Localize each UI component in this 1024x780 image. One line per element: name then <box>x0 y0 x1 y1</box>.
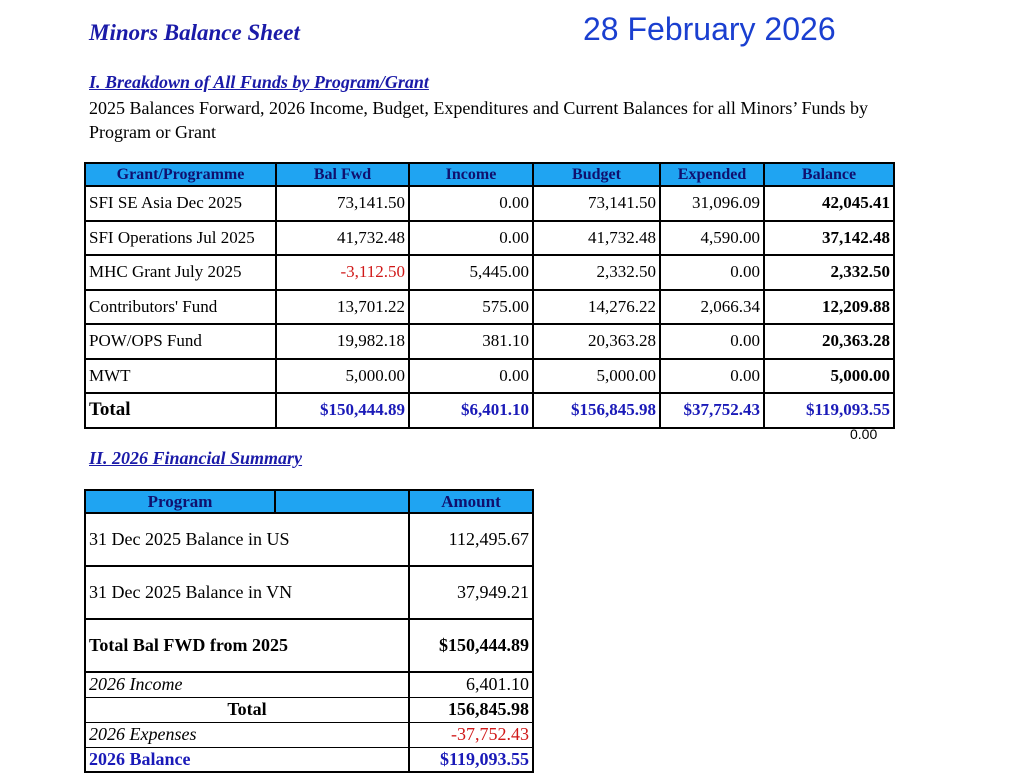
cell-income: 0.00 <box>409 186 533 221</box>
total-bal-fwd: $150,444.89 <box>276 393 409 428</box>
row-amount: 112,495.67 <box>409 513 533 566</box>
cell-expended: 0.00 <box>660 255 764 290</box>
section-2-heading: II. 2026 Financial Summary <box>89 448 303 468</box>
col-header-balance: Balance <box>764 163 894 186</box>
table-row <box>85 747 533 772</box>
row-label: 31 Dec 2025 Balance in VN <box>85 566 409 619</box>
row-amount: 156,845.98 <box>409 697 533 722</box>
cell-expended: 0.00 <box>660 324 764 359</box>
table-row <box>85 722 533 747</box>
cell-balance: 5,000.00 <box>764 359 894 394</box>
row-amount: -37,752.43 <box>409 722 533 747</box>
summary-table-header <box>85 490 533 513</box>
summary-table <box>84 489 534 773</box>
funds-table-header <box>85 163 894 186</box>
table-row <box>85 566 533 619</box>
row-label: Total Bal FWD from 2025 <box>85 619 409 672</box>
row-amount: $150,444.89 <box>409 619 533 672</box>
cell-balance: 2,332.50 <box>764 255 894 290</box>
report-date: 28 February 2026 <box>583 11 836 47</box>
row-label: 31 Dec 2025 Balance in US <box>85 513 409 566</box>
cell-income: 381.10 <box>409 324 533 359</box>
cell-budget: 73,141.50 <box>533 186 660 221</box>
cell-balance: 42,045.41 <box>764 186 894 221</box>
cell-program: SFI Operations Jul 2025 <box>85 221 276 256</box>
table-row <box>85 619 533 672</box>
cell-balance: 37,142.48 <box>764 221 894 256</box>
cell-income: 0.00 <box>409 221 533 256</box>
col-header-expended: Expended <box>660 163 764 186</box>
table-row <box>85 255 894 290</box>
cell-program: MWT <box>85 359 276 394</box>
col-header-program: Grant/Programme <box>85 163 276 186</box>
cell-budget: 41,732.48 <box>533 221 660 256</box>
cell-program: MHC Grant July 2025 <box>85 255 276 290</box>
total-income: $6,401.10 <box>409 393 533 428</box>
cell-budget: 2,332.50 <box>533 255 660 290</box>
cell-program: POW/OPS Fund <box>85 324 276 359</box>
check-value: 0.00 <box>850 426 878 442</box>
cell-income: 0.00 <box>409 359 533 394</box>
total-balance: $119,093.55 <box>764 393 894 428</box>
total-budget: $156,845.98 <box>533 393 660 428</box>
row-label: Total <box>85 697 409 722</box>
cell-program: Contributors' Fund <box>85 290 276 325</box>
cell-expended: 4,590.00 <box>660 221 764 256</box>
cell-bal-fwd: 41,732.48 <box>276 221 409 256</box>
cell-budget: 20,363.28 <box>533 324 660 359</box>
col-header-income: Income <box>409 163 533 186</box>
total-expended: $37,752.43 <box>660 393 764 428</box>
cell-bal-fwd: 19,982.18 <box>276 324 409 359</box>
row-amount: 37,949.21 <box>409 566 533 619</box>
col-header-bal-fwd: Bal Fwd <box>276 163 409 186</box>
table-row <box>85 290 894 325</box>
section-1-description: 2025 Balances Forward, 2026 Income, Budget, Expenditures and Current Balances for all Minors’ Funds by Program or Grant <box>89 98 869 142</box>
row-amount: $119,093.55 <box>409 747 533 772</box>
table-row <box>85 359 894 394</box>
cell-expended: 2,066.34 <box>660 290 764 325</box>
table-row <box>85 513 533 566</box>
table-row <box>85 672 533 697</box>
cell-income: 575.00 <box>409 290 533 325</box>
cell-expended: 0.00 <box>660 359 764 394</box>
cell-budget: 14,276.22 <box>533 290 660 325</box>
table-row <box>85 697 533 722</box>
table-row <box>85 186 894 221</box>
row-label: 2026 Balance <box>85 747 409 772</box>
col-header-budget: Budget <box>533 163 660 186</box>
cell-balance: 12,209.88 <box>764 290 894 325</box>
cell-program: SFI SE Asia Dec 2025 <box>85 186 276 221</box>
cell-bal-fwd: 5,000.00 <box>276 359 409 394</box>
table-row <box>85 221 894 256</box>
col-header-amount: Amount <box>409 490 533 513</box>
cell-bal-fwd: -3,112.50 <box>276 255 409 290</box>
total-label: Total <box>85 393 276 428</box>
col-header-blank <box>275 490 409 513</box>
cell-income: 5,445.00 <box>409 255 533 290</box>
cell-bal-fwd: 73,141.50 <box>276 186 409 221</box>
cell-bal-fwd: 13,701.22 <box>276 290 409 325</box>
page-title: Minors Balance Sheet <box>89 20 300 45</box>
total-row <box>85 393 894 428</box>
row-amount: 6,401.10 <box>409 672 533 697</box>
cell-budget: 5,000.00 <box>533 359 660 394</box>
col-header-program: Program <box>85 490 275 513</box>
row-label: 2026 Income <box>85 672 409 697</box>
table-row <box>85 324 894 359</box>
cell-expended: 31,096.09 <box>660 186 764 221</box>
cell-balance: 20,363.28 <box>764 324 894 359</box>
funds-table <box>84 162 895 429</box>
section-1-heading: I. Breakdown of All Funds by Program/Grant <box>89 72 429 92</box>
row-label: 2026 Expenses <box>85 722 409 747</box>
